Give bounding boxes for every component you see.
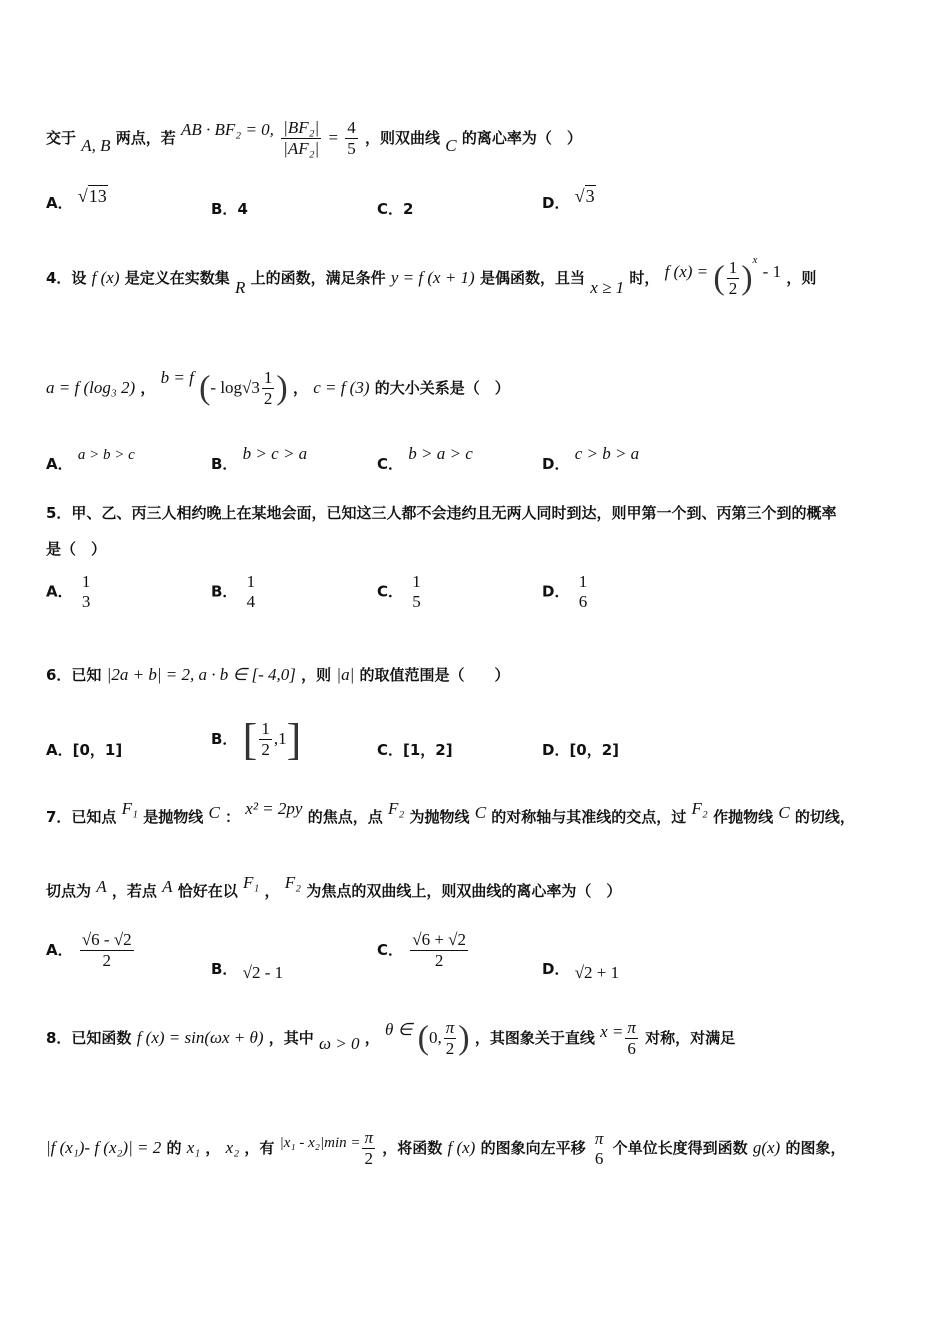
- q7-option-a[interactable]: A． $\frac{√6 - √2}{2}$: [46, 930, 132, 970]
- q3-option-b[interactable]: B．4: [211, 200, 248, 218]
- q3-stem: [46, 118, 582, 159]
- q4-cond: y = f (x + 1): [390, 268, 475, 287]
- q4-option-c[interactable]: C． b > a > c: [377, 444, 473, 473]
- q3-option-a[interactable]: A． √13: [46, 186, 107, 212]
- q5-stem-line1: 5．甲、乙、丙三人相约晚上在某地会面，已知这三人都不会违约且无两人同时到达，则甲第一个到、丙第三个到的概率: [46, 504, 837, 522]
- q3-text: 两点，若: [115, 129, 176, 147]
- q6-option-a[interactable]: A．[0，1]: [46, 741, 123, 759]
- q3-option-c[interactable]: C．2: [377, 200, 414, 218]
- q7-option-c[interactable]: C． $\frac{√6 + √2}{2}$: [377, 930, 466, 970]
- q3-curve: C: [445, 136, 457, 155]
- q4-cond2: x ≥ 1: [590, 278, 625, 297]
- q4-fx: f (x): [91, 268, 120, 287]
- q7-option-b[interactable]: B． √2 - 1: [211, 960, 284, 982]
- q4-R: R: [235, 278, 246, 297]
- q4-fdef: f (x) =: [664, 262, 709, 281]
- q6-cond: |2a + b| = 2, a · b ∈ [- 4,0]: [106, 665, 296, 684]
- q7-F1: F₁: [121, 799, 138, 818]
- q4-option-d[interactable]: D． c > b > a: [542, 444, 640, 473]
- q3-condition: AB · BF₂ = 0,: [181, 120, 274, 139]
- q3-ratio: $\frac{\text{|BF₂|}}{\text{|AF₂|}}$: [283, 118, 320, 158]
- q8-stem-line2: |f (x₁)- f (x₂)| = 2 的 x₁ ， x₂ ，有 |x₁ - x₂|min = $\frac{\pi}{2}$ ，将函数 f (x) 的图象向左平移 π 6 个单位长度得到函数 g(x) 的图象，: [46, 1128, 846, 1168]
- q6-option-c[interactable]: C．[1，2]: [377, 741, 453, 759]
- q4-c-def: c = f (3): [313, 378, 370, 397]
- q5-option-d[interactable]: D． 1 6: [542, 572, 588, 611]
- q5-stem-line2: 是（ ）: [46, 540, 107, 558]
- q5-option-c[interactable]: C． 1 5: [377, 572, 421, 611]
- q7-eq: x² = 2py: [245, 799, 303, 818]
- q3-value: $\frac{4}{5}$: [347, 118, 356, 158]
- q3-text: ，则双曲线: [365, 129, 441, 147]
- q8-fdef: f (x) = sin(ωx + θ): [136, 1028, 264, 1047]
- q6-abs: |a|: [336, 665, 355, 684]
- q4-option-b[interactable]: B． b > c > a: [211, 444, 308, 473]
- q4-option-a[interactable]: A． a > b > c: [46, 447, 135, 473]
- q4-stem-line1: 4．设 f (x) 是定义在实数集 R 上的函数，满足条件 y = f (x + 1) 是偶函数，且当 x ≥ 1 时， f (x) = ( $\frac{1}{2}$ )$^x$ - 1 ，则: [46, 254, 817, 298]
- q8-stem-line1: 8．已知函数 f (x) = sin(ωx + θ) ，其中 ω > 0 ， θ ∈ (0, $\frac{\pi}{2}$ ) ，其图象关于直线 x = $\frac{\pi}{6}$ 对称，对满足: [46, 1018, 736, 1058]
- q5-option-b[interactable]: B． 1 4: [211, 572, 256, 611]
- q4-b-def: b = f: [160, 368, 194, 387]
- q6-option-b[interactable]: B． [ $\frac{1}{2}$ ,1]: [211, 715, 302, 764]
- q6-stem: 6．已知 |2a + b| = 2, a · b ∈ [- 4,0] ，则 |a| 的取值范围是（ ）: [46, 665, 510, 684]
- q7-stem-line2: 切点为 A ，若点 A 恰好在以 F₁ ， F₂ 为焦点的双曲线上，则双曲线的离心率为（ ）: [46, 873, 622, 900]
- q3-points: A, B: [81, 136, 111, 155]
- q3-text: 的离心率为（ ）: [461, 129, 582, 147]
- q4-a-def: a = f (log₃ 2): [46, 378, 136, 397]
- q4-stem-line2: a = f (log₃ 2) ， b = f (- log√3 $\frac{1}{2}$ ) ， c = f (3) 的大小关系是（ ）: [46, 368, 510, 408]
- q7-option-d[interactable]: D． √2 + 1: [542, 960, 620, 982]
- q3-option-d[interactable]: D． √3: [542, 186, 595, 212]
- q3-text: 交于: [46, 129, 77, 147]
- q5-option-a[interactable]: A． 1 3: [46, 572, 91, 611]
- q8-cond: |f (x₁)- f (x₂)| = 2: [46, 1138, 162, 1157]
- q3-eq: =: [328, 128, 339, 147]
- q7-stem-line1: 7．已知点 F₁ 是抛物线 C ： x² = 2py 的焦点，点 F₂ 为抛物线 C 的对称轴与其准线的交点，过 F₂ 作抛物线 C 的切线，: [46, 799, 855, 826]
- q6-option-d[interactable]: D．[0，2]: [542, 741, 620, 759]
